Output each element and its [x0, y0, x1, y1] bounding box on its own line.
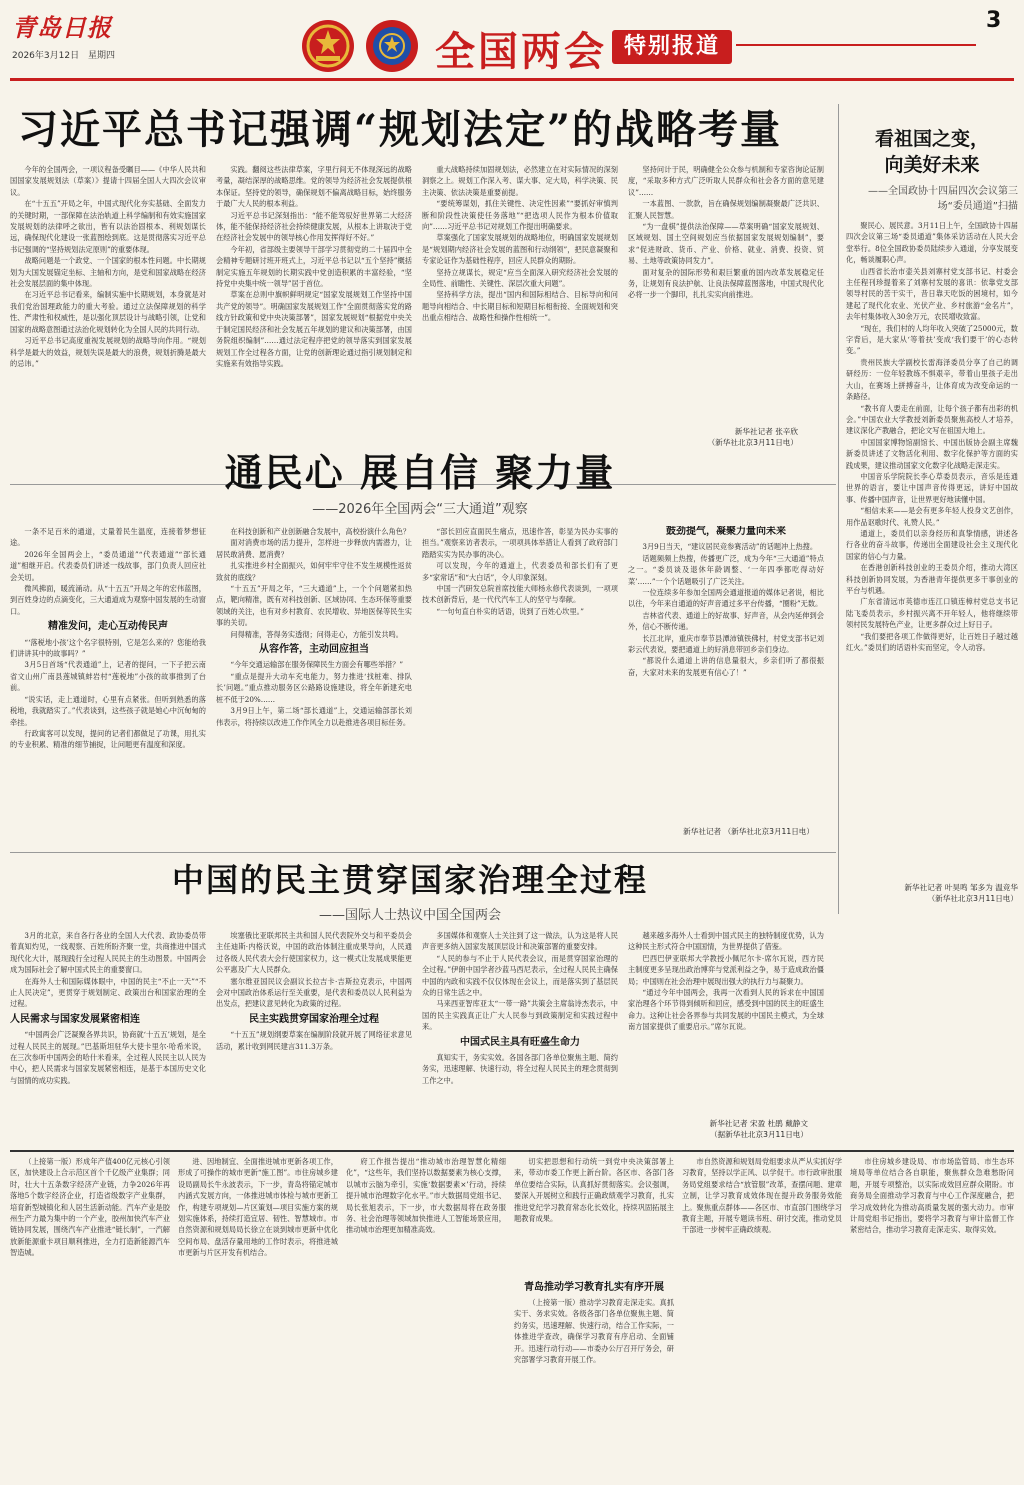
source-text: （新华社北京3月11日电） [927, 894, 1018, 903]
national-emblem-icon [300, 18, 356, 74]
article1-col4 [628, 164, 824, 414]
paragraph: 塞尔维亚国民议会副议长拉吉卡·吉斯拉克表示，中国两会对中国政治体系运行至关重要，是代表和委员以人民利益为出发点，把建议意见转化为政策的过程。 [216, 976, 412, 1009]
paragraph: “要统筹谋划，抓住关键性、决定性因素”“要抓好审慎判断和阶段性决策使任务落地”“把选项人民作为根本价值取向”……习近平总书记对规划工作提出明确要求。 [422, 199, 618, 232]
paragraph: “一句句直白朴实的话语，说到了百姓心坎里。” [436, 606, 584, 616]
paragraph: 3月的北京，来自各行各业的全国人大代表、政协委员带着真知灼见，一线观察、百姓所盼齐聚一堂，共商推进中国式现代化大计，展现践行全过程人民民主的生动图景。中国两会成为国际社会了解中国式民主的重要窗口。 [10, 931, 206, 975]
paragraph: “中国两会广泛凝聚各界共识，协商就‘十五五’规划，是全过程人民民主的展现。”巴基斯坦驻华大使卡里尔·哈希米说，在三次参听中国两会的哈什米看来，全过程人民民主以人民为中心，把人民需求与国家发展紧密相连，是基于本国历史文化与国情的成功实践。 [10, 1030, 206, 1085]
bottom-strip-rule [10, 1150, 1014, 1152]
masthead [0, 0, 1024, 100]
date-text: 2026年3月12日 [12, 51, 80, 61]
article3-col1 [10, 930, 206, 1146]
weekday-text: 星期四 [87, 51, 115, 61]
paragraph: 战略问题是一个政党、一个国家的根本性问题。中长期规划为大国发展锚定坐标、主轴和方向，是党和国家战略在经济社会发展层面的集中体现。 [10, 256, 206, 289]
paragraph: “教书育人要走在前面，让每个孩子都有出彩的机会。”中国农业大学教授刘新委员聚焦高校人才培养，建议深化产教融合，把论文写在祖国大地上。 [846, 403, 1018, 436]
article2-col2 [216, 526, 412, 848]
article2-subtitle: ——2026年全国两会“三大通道”观察 [312, 502, 528, 517]
paragraph: 一条不足百米的通道，丈量着民生温度，连接着梦想征途。 [10, 527, 206, 548]
paragraph: 坚持科学方法，提出“国内和国际相结合、目标导向和问题导向相结合、中长期目标和短期目标相衔接、全面规划和突出重点相结合、战略性和操作性相统一”。 [422, 290, 618, 323]
paragraph: 越来越多海外人士看到中国式民主的独特制度优势，认为这种民主形式符合中国国情，为世界提供了借鉴。 [628, 931, 824, 952]
paragraph: “部长回应直面民生痛点，迅速作答，彰显为民办实事的担当。”观察来访者表示，一项项具体举措让人看到了政府部门踏踏实实为民办事的决心。 [422, 527, 618, 559]
bottom-col2: 进、因地制宜、全面推进城市更新各项工作，形成了可操作的城市更新“施工图”。市住房城乡建设局副局长牛永波表示，下一步，青岛将锚定城市内涵式发展方向，一体推进城市体检与城市更新工作，构建专项规划—片区策划—项目实施方案的规划实施体系，持续打造宜居、韧性、智慧城市。市自然资源和规划局局长徐立在谈到城市更新中优化空间布局、盘活存量用地的工作时表示，将推进城市更新与片区开发有机结合。 [178, 1157, 338, 1258]
bottom-col6: 市住房城乡建设局、市市场监管局、市生态环境局等单位结合各自职能，聚焦群众急难愁盼问题，开展专项整治，以实际成效回应群众期盼。市商务局全面推动学习教育与中心工作深度融合，把学习成效转化为推动高质量发展的强大动力。市审计局党组书记指出，要将学习教育与审计监督工作紧密结合，推动学习教育走深走实、取得实效。 [850, 1157, 1014, 1235]
newspaper-logo: 青岛日报 [12, 13, 112, 42]
paragraph: 扎实推进乡村全面振兴，如何牢牢守住不发生规模性返贫致贫的底线？ [216, 561, 412, 582]
article3-col3 [422, 930, 618, 1146]
cppcc-emblem-icon [364, 18, 420, 74]
paragraph: 实践。翻阅这些法律草案，字里行间无不体现深远的战略考量，凝结深厚的战略思维。党的领导为经济社会发展提供根本保证。坚持党的领导，确保规划不偏离战略目标，始终服务于最广大人民的根本利益。 [216, 165, 412, 209]
article3-col2 [216, 930, 412, 1146]
banner-line [736, 44, 976, 46]
paragraph: 在“十五五”开局之年，中国式现代化夯实基础、全面发力的关键时期，一部保障在法治轨道上科学编制和有效实施国家发展规划的法律呼之欲出，皆有以法治固根本、利规划谋长远，确保现代化建设一张蓝图绘到底。这是贯彻落实习近平总书记强调的“坚持规划法定原则”的重要体现。 [10, 199, 206, 254]
banner-title: 全国两会 [435, 28, 607, 75]
paragraph: 可以发现，今年的通道上，代表委员和部长们有了更多“家常话”和“大白话”，令人印象深刻。 [422, 561, 618, 582]
paragraph: 多国媒体和观察人士关注到了这一做法，认为这是将人民声音更多纳入国家发展顶层设计和决策部署的重要安排。 [422, 931, 618, 952]
section-heading: 青岛推动学习教育扎实有序开展 [524, 1282, 664, 1293]
paragraph: “人民的参与不止于人民代表会议，而是贯穿国家治理的全过程。”伊朗中国学者沙蓝马西尼表示，全过程人民民主确保中国的内政和实践不仅仅体现在会议上，而是落实到了基层民众的日常生活之中。 [422, 953, 618, 998]
article3-byline [628, 1118, 808, 1140]
paragraph: 马来西亚智库亚太“一带一路”共策会主席翁诗杰表示，中国的民主实践真正让广大人民参与到政策制定和实践过程中来。 [422, 999, 618, 1032]
article2-col4 [628, 526, 824, 818]
paragraph: “为一盘棋”提供法治保障——草案明确“国家发展规划、区域规划、国土空间规划应当依据国家发展规划编制”，要求“促进财政、货币、产业、价格、就业、消费、投资、贸易、土地等政策协同发力”。 [628, 222, 824, 266]
bottom-col4 [514, 1156, 674, 1478]
paragraph: 坚持问计于民，明确健全公众参与机制和专家咨询论证制度，“采取多种方式广泛听取人民群众和社会各方面的意见建议”…… [628, 165, 824, 197]
sidebar-byline [846, 882, 1018, 904]
sidebar-headline [846, 126, 1018, 178]
section-heading: 从容作答，主动回应担当 [259, 644, 369, 656]
paragraph: “都说什么通道上讲的信息量很大，乡亲们听了都很振奋，大家对未来的发展更有信心了！” [628, 656, 824, 677]
source-text: （据新华社北京3月11日电） [709, 1130, 808, 1139]
special-report-badge [612, 30, 732, 64]
article1-col2 [216, 164, 412, 482]
article3-col4 [628, 930, 824, 1114]
paragraph: “现在，我们村的人均年收入突破了25000元，数字背后，是大家从‘等着扶’变成‘我们要干’的心态转变。” [846, 323, 1018, 356]
paragraph: “说实话，走上通道时，心里有点紧张。但听到熟悉的落税地，我就踏实了。”代表谈到，这些孩子就是她心中沉甸甸的牵挂。 [10, 694, 206, 727]
paragraph: “今年交通运输部在服务保障民生方面会有哪些举措？” [230, 660, 404, 670]
paragraph: 习近平总书记深刻指出：“能不能驾驭好世界第二大经济体，能不能保持经济社会持续健康发展，从根本上讲取决于党在经济社会发展中的领导核心作用发挥得好不好。” [216, 210, 412, 243]
source-text: （新华社北京3月11日电） [723, 827, 814, 836]
special-report-label: 特别报道 [623, 34, 720, 59]
paragraph: “‘落税地小孩’这个名字很特别，它是怎么来的？您能给我们讲讲其中的故事吗？” [10, 637, 206, 659]
byline-text: 新华社记者 叶昊鸣 邹多为 温竞华 [904, 883, 1018, 892]
paragraph: 坚持立规谋长，规定“应当全面深入研究经济社会发展的全局性、前瞻性、关键性、深层次重大问题”。 [422, 267, 618, 289]
page-number: 3 [986, 8, 1002, 33]
article2-body [10, 526, 836, 848]
section-heading: 民主实践贯穿国家治理全过程 [249, 1013, 379, 1025]
article2-col1 [10, 526, 206, 848]
paragraph: 通道上，委员们以亲身经历和真挚情感，讲述各行各业的奋斗故事，传递出全面建设社会主义现代化国家的信心与力量。 [846, 528, 1018, 561]
paragraph: 话题频频上热搜，传播更广泛，成为今年“三大通道”特点之一。“委员谈及退休年龄调整、‘一年四季都吃得动好菜’……”一个个话题吸引了广泛关注。 [628, 553, 824, 586]
paragraph: 贵州民族大学副校长雷海泽委员分享了自己的调研经历：一位年轻教练不惧艰辛，带着山里孩子走出大山，在赛场上拼搏奋斗，让体育成为改变命运的一条路径。 [846, 357, 1018, 402]
article2-byline [628, 826, 814, 837]
paragraph: “相信未来——是会有更多年轻人投身文艺创作，用作品讴歌时代、礼赞人民。” [846, 506, 1018, 527]
paragraph: 聚民心、展民意。3月11日上午，全国政协十四届四次会议第三场“委员通道”集体采访活动在人民大会堂举行。8位全国政协委员陆续步入通道，分享发展变化，畅谈履职心声。 [846, 221, 1018, 265]
article2-headline: 通民心 展自信 聚力量 [224, 450, 616, 495]
byline-text: 新华社记者 [683, 827, 722, 836]
paragraph: 山西省长治市壶关县刘寨村党支部书记、村委会主任程刊珍提着来了刘寨村发展的喜讯：依靠党支部领导村民的苦干实干，昔日靠天吃饭的困境村，如今建起了现代化农业、光伏产业、乡村旅游“金名片”，去年村集体收入30余万元，农民增收致富。 [846, 266, 1018, 322]
paragraph: 真知实干，务实实效。各国各部门各单位聚焦主题、简约务实，迅速理解、快速行动，将全过程人民民主的理念贯彻到工作之中。 [422, 1053, 618, 1085]
article3-subtitle: ——国际人士热议中国全国两会 [318, 908, 501, 923]
sidebar-headline-line2: 向美好未来 [884, 154, 980, 176]
paragraph: 行政寓客可以发现，提问的记者们都做足了功课，用扎实的专业积累、精准的细节捕捉，让问题更有温度和深度。 [10, 728, 206, 750]
article3-body [10, 930, 836, 1146]
masthead-rule [10, 78, 1014, 81]
article1-col1 [10, 164, 206, 482]
paragraph: 草案在总则中旗帜鲜明规定“国家发展规划工作坚持中国共产党的领导”。明确国家发展规划工作“全面贯彻落实党的路线方针政策和党中央决策部署”，国家发展规划“根据党中央关于制定国民经济和社会发展五年规划的建议和决策部署，由国务院组织编制”……通过法定程序把党的领导落实到国家发展规划工作全过程各方面，让党的创新理论通过指引规划制定和实施来有效指导实践。 [216, 290, 412, 368]
paragraph: 埃塞俄比亚联邦民主共和国人民代表院外交与和平委员会主任迪斯·内格沃说，中国的政治体制注重成果导向，人民通过各级人民代表大会行使国家权力，这一模式让发展成果能更公平惠及广大人民群众。 [216, 931, 412, 975]
article1-body [10, 164, 836, 482]
section-heading: 中国式民主具有旺盛生命力 [460, 1036, 580, 1048]
paragraph: 在习近平总书记看来，编制实施中长期规划，本身就是对我们党治国理政能力的重大考验。通过立法保障规划的科学性、严肃性和权威性，是以强化顶层设计与战略引领，让党和国家的战略意图通过法治化规划转化为全国人民的共同行动。 [10, 290, 206, 334]
article3-top-rule [10, 852, 836, 853]
paragraph: 中国一汽研发总院首席技能大师杨永修代表谈到，一项项技术创新背后，是一代代汽车工人的坚守与奉献。 [422, 584, 618, 605]
paragraph: 巴西巴伊亚联邦大学教授小佩尼尔卡·席尔瓦说，西方民主制度更多呈现出政治博弈与党派利益之争，易于造成政治僵局；中国则在社会治理中展现出强大的执行力与凝聚力。 [628, 953, 824, 986]
paragraph: 今年初，省部级主要领导干部学习贯彻党的二十届四中全会精神专题研讨班开班式上，习近平总书记以“五个坚持”概括制定实施五年规划的长期实践中党创造积累的丰富经验，“坚持党中央集中统一领导”居于首位。 [216, 244, 412, 289]
paragraph: 2026年全国两会上，“委员通道”“代表通道”“部长通道”相继开启。代表委员们讲述一线故事，部门负责人回应社会关切。 [10, 549, 206, 582]
bottom-strip [10, 1156, 1014, 1478]
section-heading: 鼓劲提气，凝聚力量向未来 [666, 526, 786, 537]
sidebar-body [846, 220, 1018, 820]
article2-col3 [422, 526, 618, 848]
paragraph: 中国国家博物馆副馆长、中国出版协会副主席魏新委员讲述了文物活化利用、数字化保护等方面的实践成果，建议推动国家文化数字化战略走深走实。 [846, 437, 1018, 470]
bottom-col4b-text: （上接第一版）推动学习教育走深走实。真抓实干、务求实效。各级各部门各单位聚焦主题、简约务实，迅速理解、快速行动，结合工作实际，一体推进学查改，确保学习教育有序启动、全面铺开。迅速行动行动——市委办公厅召开厅务会，研究部署学习教育开展工作。 [514, 1298, 674, 1365]
paragraph: 一位连续多年参加全国两会通道报道的媒体记者说，相比以往，今年来自通道的好声音通过多平台传播，“圈粉”无数。 [628, 588, 824, 609]
paragraph: 面对消费市场的活力提升，怎样进一步释放内需潜力，让居民敢消费、愿消费？ [216, 538, 412, 559]
paragraph: 3月9日上午，第二场“部长通道”上，交通运输部部长刘伟表示，将持续以改进工作作风全力以赴推进各项目标任务。 [216, 706, 412, 727]
paragraph: 长江北岸，重庆市奉节县潭沛镇铁佛村，村党支部书记刘彩云代表说，要把通道上的好消息带回乡亲们身边。 [628, 633, 824, 655]
paragraph: “十五五”规划纲要草案在编制阶段就开展了网络征求意见活动，累计收到网民建言311.3万条。 [216, 1030, 412, 1051]
sidebar-headline-line1: 看祖国之变， [874, 128, 989, 150]
paragraph: 重大战略持续加固规划法，必然建立在对实际情况的深刻洞察之上。规划工作深入考、谋大事、定大局，科学决策、民主决策、依法决策是重要前提。 [422, 165, 618, 197]
paragraph: 中国音乐学院院长李心草委员表示，音乐是连通世界的语言，要让中国声音传得更远，讲好中国故事、传播中国声音，让世界更好地读懂中国。 [846, 471, 1018, 504]
paragraph: 今年的全国两会，一项议程备受瞩目——《中华人民共和国国家发展规划法（草案）》提请十四届全国人大四次会议审议。 [10, 165, 206, 197]
paragraph: “通过今年中国两会，我再一次看到人民的诉求在中国国家治理各个环节得到倾听和回应，感受到中国的民主的旺盛生命力。这种让社会各界参与共同发展的中国民主模式，为全球南方国家提供了重要启示。”席尔瓦说。 [628, 988, 824, 1032]
article1-headline: 习近平总书记强调“规划法定”的战略考量 [18, 106, 783, 153]
paragraph: 在科技创新和产业创新融合发展中，高校扮演什么角色？ [230, 527, 411, 536]
paragraph: “我们要把各项工作做得更好，让百姓日子越过越红火。”委员们的话语朴实而坚定，令人动容。 [846, 631, 1018, 653]
bottom-col4-text: 切实把思想和行动统一到党中央决策部署上来，带动市委工作更上新台阶。各区市、各部门各单位要结合实际，认真抓好贯彻落实。会议强调，要深入开展树立和践行正确政绩观学习教育，扎实推进党纪学习教育常态化长效化，持续巩固拓展主题教育成果。 [514, 1157, 674, 1224]
issue-date [12, 48, 115, 61]
paragraph: 在香港创新科技创业的王委员介绍，推动大湾区科技创新协同发展，为香港青年提供更多干事创业的平台与机遇。 [846, 563, 1018, 595]
paragraph: 吉林省代表、通道上的好故事、好声音，从会内延伸到会外，信心不断传递。 [628, 610, 824, 632]
paragraph: 广东省清远市英德市连江口镇连樟村党总支书记陆飞委员表示，乡村振兴离不开年轻人，他将继续带领村民发展特色产业，让更多群众过上好日子。 [846, 597, 1018, 630]
paragraph: 3月9日当天，“建议居民竞参赛活动”的话题冲上热搜。 [642, 542, 818, 552]
bottom-col1: （上接第一版）形成年产值400亿元核心引领区，加快建设上合示范区首个千亿级产业集群；同时，壮大十五条数字经济产业链，力争2026年再落地5个数字经济企业，打造省级数字产业集群，培育新型城镇化和人居生活新动能。汽车产业是胶州生产力最为集中的一个产业，胶州加快汽车产业链协同发展，围绕汽车产业推进“链长制”，一汽解放新能源重卡项目顺利推进，全力打造新能源汽车智造城。 [10, 1157, 170, 1258]
paragraph: 微风拂面，暖流涌动。从“十五五”开局之年的宏伟蓝图，到百姓身边的点滴变化，三大通道成为观察中国发展的生动窗口。 [10, 584, 206, 616]
paragraph: 问得精准，答得务实透彻；问得走心，方能引发共鸣。 [230, 629, 403, 639]
article1-byline [628, 426, 798, 448]
sidebar [846, 104, 1018, 914]
article1-col3 [422, 164, 618, 482]
byline-text: 新华社记者 张辛欣 [734, 427, 798, 436]
byline-text: 新华社记者 宋盈 杜鹃 戴静文 [709, 1119, 808, 1128]
paragraph: 一本蓝图、一款款，旨在确保规划编制凝聚最广泛共识、汇聚人民智慧。 [628, 199, 824, 220]
paragraph: 在海外人士和国际媒体眼中，中国的民主“不止一天”“不止人民决定”，更贯穿于规划制定、政策出台和国家治理的全过程。 [10, 976, 206, 1009]
paragraph: 草案强化了国家发展规划的战略地位，明确国家发展规划是“规划期内经济社会发展的蓝图和行动纲领”，把民意凝聚和专家论证作为基础性程序，回应人民群众的期盼。 [422, 233, 618, 266]
paragraph: 习近平总书记高度重视发展规划的战略导向作用。“规划科学是最大的效益，规划失误是最大的浪费，规划折腾是最大的忌讳。” [10, 336, 206, 368]
paragraph: “重点是提升大动车充电能力，努力推进‘找桩难、排队长’问题。”重点推动服务区公路路设施建设，将全年新建充电桩不低于20%…… [216, 671, 412, 704]
source-text: （新华社北京3月11日电） [707, 438, 798, 447]
paragraph: “十五五”开局之年，“三大通道”上，一个个问题紧扣热点，靶向精准，既有对科技创新、区域协同、生态环保等重要领域的关注，也有对乡村教育、农民增收、异地医保等民生实事的关切。 [216, 584, 412, 628]
bottom-col5: 市自然资源和规划局党组要求从严从实抓好学习教育，坚持以学正风、以学促干。市行政审批服务局党组要求结合“放管服”改革，查摆问题、建章立制，让学习教育成效体现在提升政务服务效能上。聚焦重点群体——各区市、市直部门围绕学习教育主题，开展专题读书班、研讨交流，推动党员干部进一步树牢正确政绩观。 [682, 1157, 842, 1235]
paragraph: 面对复杂的国际形势和艰巨繁重的国内改革发展稳定任务，让规划有良法护航、让良法保障蓝图落地，中国式现代化必将一步一个脚印，扎扎实实向前推进。 [628, 267, 824, 300]
sidebar-divider [838, 104, 839, 914]
sidebar-subtitle: ——全国政协十四届四次会议第三场“委员通道”扫描 [868, 186, 1018, 212]
section-heading: 精准发问，走心互动传民声 [48, 621, 168, 633]
section-heading: 人民需求与国家发展紧密相连 [10, 1013, 140, 1025]
article3-headline: 中国的民主贯穿国家治理全过程 [171, 861, 648, 899]
paragraph: 3月5日首场“代表通道”上，记者的提问，一下子把云南省文山州广南县莲城镇蚌岩村“莲税地”小孩的故事推到了台前。 [10, 660, 206, 693]
bottom-col3: 府工作报告提出“推动城市治理智慧化精细化”，“这些年，我们坚持以数据要素为核心支撑，以城市云脑为牵引，实施‘数据要素×’行动，持续提升城市治理数字化水平。”市大数据局党组书记、局长张旭表示，下一步，市大数据局将在政务服务、社会治理等领域加快推进人工智能场景应用，推动城市治理更加精准高效。 [346, 1157, 506, 1235]
